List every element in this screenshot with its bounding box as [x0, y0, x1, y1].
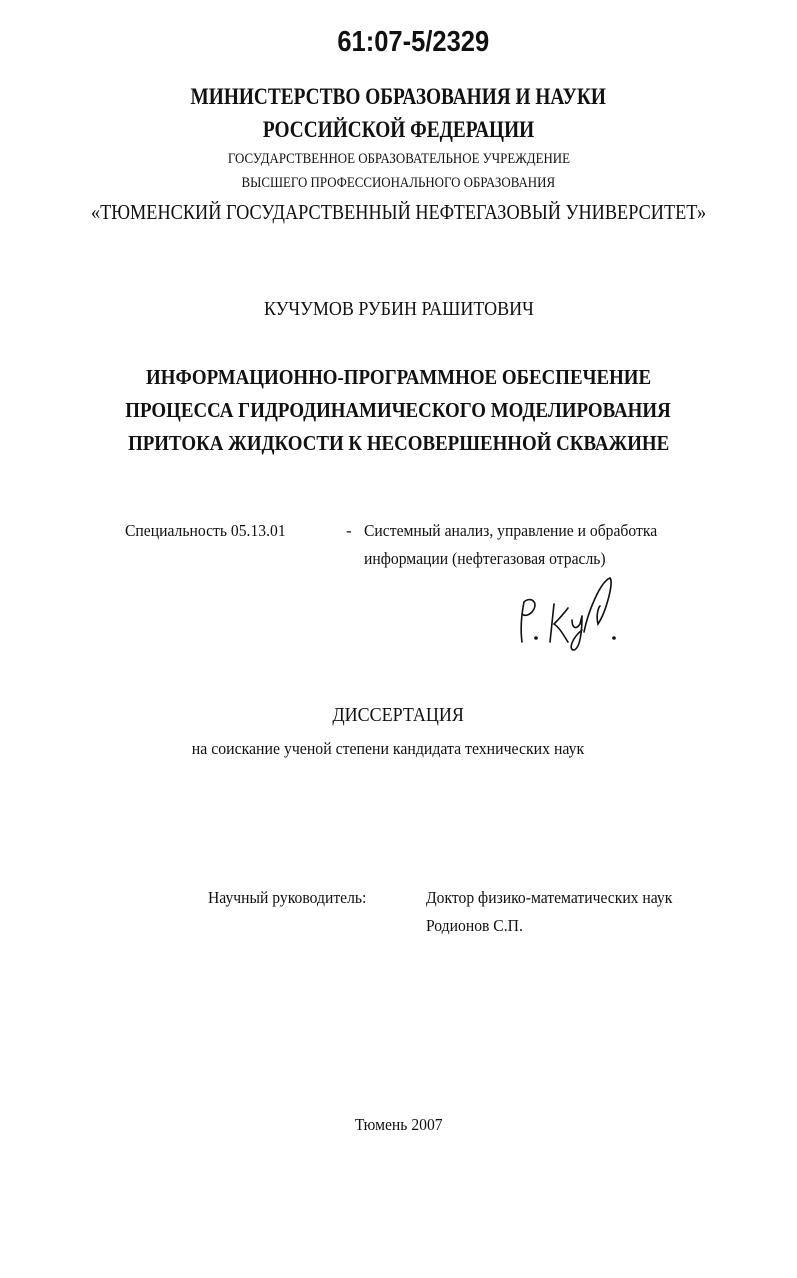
- specialty-line-1: [364, 521, 683, 541]
- supervisor-name: [426, 916, 531, 936]
- institution-line-1-text: ГОСУДАРСТВЕННОЕ ОБРАЗОВАТЕЛЬНОЕ УЧРЕЖДЕНИЕ: [227, 151, 570, 167]
- work-type: [0, 704, 797, 727]
- supervisor-degree: [426, 888, 694, 908]
- ministry-line-2: [0, 117, 797, 143]
- supervisor-label-text: Научный руководитель:: [208, 888, 367, 907]
- supervisor-name-text: Родионов С.П.: [426, 916, 523, 935]
- degree-sought: [0, 739, 787, 759]
- supervisor-label: [208, 888, 380, 908]
- degree-sought-text: на соискание ученой степени кандидата технических наук: [192, 739, 585, 758]
- specialty-label-text: Специальность 05.13.01: [125, 521, 286, 540]
- institution-line-1: [0, 151, 797, 168]
- signature: [510, 572, 640, 657]
- title-line-3-text: ПРИТОКА ЖИДКОСТИ К НЕСОВЕРШЕННОЙ СКВАЖИНЕ: [127, 431, 670, 455]
- specialty-dash: -: [346, 521, 352, 540]
- author-name: [0, 298, 797, 321]
- place-year: [0, 1115, 797, 1135]
- specialty-line-1-text: Системный анализ, управление и обработка: [364, 521, 658, 540]
- work-type-text: ДИССЕРТАЦИЯ: [332, 704, 465, 726]
- ministry-line-2-text: РОССИЙСКОЙ ФЕДЕРАЦИИ: [262, 117, 535, 142]
- institution-line-2-text: ВЫСШЕГО ПРОФЕССИОНАЛЬНОГО ОБРАЗОВАНИЯ: [241, 175, 556, 191]
- catalog-code-text: 61:07-5/2329: [337, 26, 490, 58]
- title-line-2: [0, 398, 797, 423]
- ministry-line-1: [0, 84, 797, 110]
- specialty-line-2-text: информации (нефтегазовая отрасль): [364, 549, 606, 568]
- place-year-text: Тюмень 2007: [354, 1115, 443, 1134]
- institution-line-2: [0, 175, 797, 192]
- title-line-1-text: ИНФОРМАЦИОННО-ПРОГРАММНОЕ ОБЕСПЕЧЕНИЕ: [145, 365, 652, 389]
- specialty-label: [125, 521, 300, 541]
- specialty-line-2: [364, 549, 627, 569]
- title-line-3: [0, 431, 797, 456]
- title-line-2-text: ПРОЦЕССА ГИДРОДИНАМИЧЕСКОГО МОДЕЛИРОВАНИЯ: [125, 398, 672, 422]
- university-name: [0, 200, 797, 225]
- title-line-1: [0, 365, 797, 390]
- catalog-code: [15, 26, 797, 59]
- university-name-text: «ТЮМЕНСКИЙ ГОСУДАРСТВЕННЫЙ НЕФТЕГАЗОВЫЙ УНИВЕРСИТЕТ»: [90, 200, 707, 224]
- supervisor-degree-text: Доктор физико-математических наук: [426, 888, 673, 907]
- ministry-line-1-text: МИНИСТЕРСТВО ОБРАЗОВАНИЯ И НАУКИ: [190, 84, 607, 109]
- author-name-text: КУЧУМОВ РУБИН РАШИТОВИЧ: [263, 298, 534, 320]
